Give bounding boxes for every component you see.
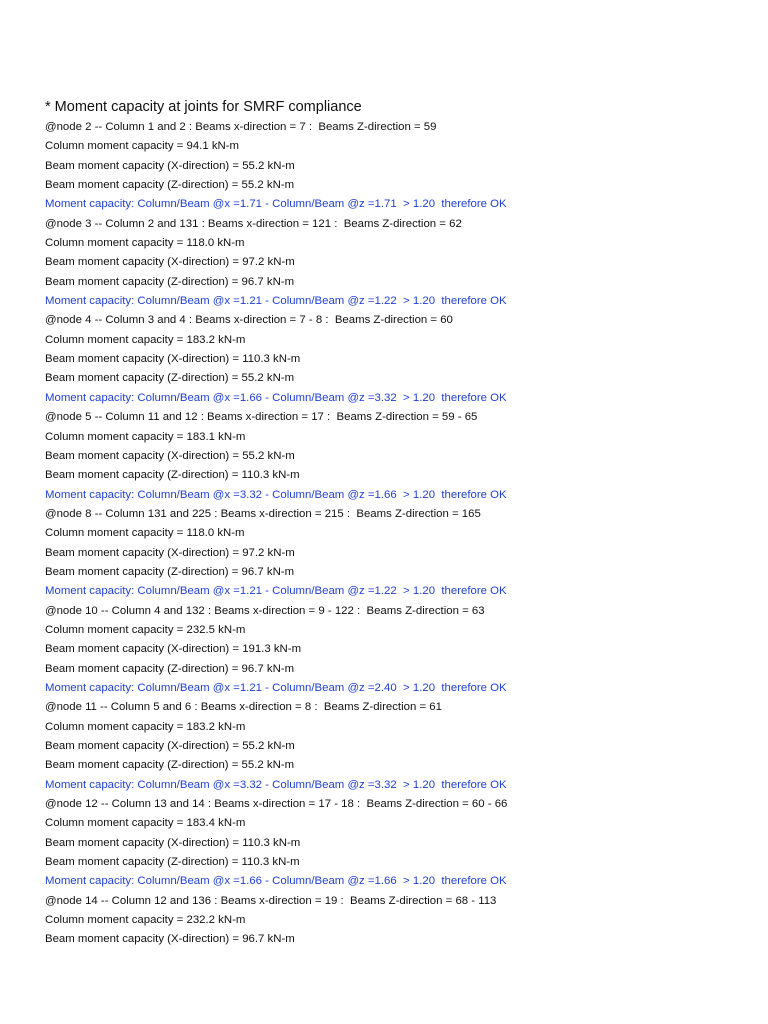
document-text-line: Beam moment capacity (Z-direction) = 55.2 kN-m <box>45 372 295 385</box>
document-text-line: Beam moment capacity (X-direction) = 110.3 kN-m <box>45 353 301 366</box>
document-text-line: Beam moment capacity (Z-direction) = 96.7 kN-m <box>45 275 295 288</box>
document-text-line: Column moment capacity = 183.2 kN-m <box>45 720 246 733</box>
document-text-line: Beam moment capacity (X-direction) = 55.2 kN-m <box>45 159 295 172</box>
capacity-check-result-line: Moment capacity: Column/Beam @x =1.66 - Column/Beam @z =3.32 > 1.20 therefore OK <box>45 391 507 404</box>
document-text-line: Column moment capacity = 183.4 kN-m <box>45 817 246 830</box>
document-text-line: Column moment capacity = 232.2 kN-m <box>45 914 246 927</box>
capacity-lines-list <box>45 118 745 950</box>
document-text-line: Beam moment capacity (X-direction) = 55.2 kN-m <box>45 449 295 462</box>
document-text-line: @node 4 -- Column 3 and 4 : Beams x-direction = 7 - 8 : Beams Z-direction = 60 <box>45 314 453 327</box>
capacity-check-result-line: Moment capacity: Column/Beam @x =1.21 - Column/Beam @z =1.22 > 1.20 therefore OK <box>45 585 507 598</box>
document-text-line: Column moment capacity = 118.0 kN-m <box>45 527 245 540</box>
capacity-check-result-line: Moment capacity: Column/Beam @x =3.32 - Column/Beam @z =1.66 > 1.20 therefore OK <box>45 488 507 501</box>
document-text-line: Beam moment capacity (X-direction) = 96.7 kN-m <box>45 933 295 946</box>
capacity-check-result-line: Moment capacity: Column/Beam @x =1.71 - Column/Beam @z =1.71 > 1.20 therefore OK <box>45 198 507 211</box>
capacity-check-result-line: Moment capacity: Column/Beam @x =1.21 - Column/Beam @z =1.22 > 1.20 therefore OK <box>45 295 507 308</box>
document-text-line: @node 2 -- Column 1 and 2 : Beams x-direction = 7 : Beams Z-direction = 59 <box>45 121 437 133</box>
document-text-line: Column moment capacity = 94.1 kN-m <box>45 140 240 153</box>
document-text-line: Column moment capacity = 183.2 kN-m <box>45 333 246 346</box>
document-text-line: Beam moment capacity (X-direction) = 97.2 kN-m <box>45 546 295 559</box>
document-text-line: Beam moment capacity (Z-direction) = 110.3 kN-m <box>45 856 300 869</box>
document-text-line: @node 12 -- Column 13 and 14 : Beams x-direction = 17 - 18 : Beams Z-direction = 60 - 66 <box>45 798 508 811</box>
document-text-line: @node 14 -- Column 12 and 136 : Beams x-direction = 19 : Beams Z-direction = 68 - 113 <box>45 894 497 907</box>
document-text-line: Beam moment capacity (X-direction) = 55.2 kN-m <box>45 740 295 752</box>
document-text-line: @node 5 -- Column 11 and 12 : Beams x-direction = 17 : Beams Z-direction = 59 - 65 <box>45 411 478 424</box>
document-text-line: @node 11 -- Column 5 and 6 : Beams x-direction = 8 : Beams Z-direction = 61 <box>45 701 442 714</box>
document-text-line: Column moment capacity = 232.5 kN-m <box>45 623 246 636</box>
document-text-line: Beam moment capacity (Z-direction) = 55.2 kN-m <box>45 759 295 772</box>
document-text-line: @node 3 -- Column 2 and 131 : Beams x-direction = 121 : Beams Z-direction = 62 <box>45 217 462 230</box>
document-text-line: Column moment capacity = 183.1 kN-m <box>45 430 246 443</box>
document-text-line: Column moment capacity = 118.0 kN-m <box>45 237 245 250</box>
capacity-check-result-line: Moment capacity: Column/Beam @x =1.21 - Column/Beam @z =2.40 > 1.20 therefore OK <box>45 681 507 694</box>
document-text-line: Beam moment capacity (X-direction) = 97.2 kN-m <box>45 256 295 269</box>
document-page <box>45 96 745 950</box>
document-text-line: @node 8 -- Column 131 and 225 : Beams x-direction = 215 : Beams Z-direction = 165 <box>45 507 481 520</box>
capacity-check-result-line: Moment capacity: Column/Beam @x =1.66 - Column/Beam @z =1.66 > 1.20 therefore OK <box>45 875 507 888</box>
document-text-line: Beam moment capacity (Z-direction) = 96.7 kN-m <box>45 662 295 675</box>
document-text-line: Beam moment capacity (Z-direction) = 55.2 kN-m <box>45 179 295 192</box>
document-text-line: Beam moment capacity (Z-direction) = 110.3 kN-m <box>45 469 300 482</box>
document-text-line: Beam moment capacity (Z-direction) = 96.7 kN-m <box>45 565 295 578</box>
capacity-check-result-line: Moment capacity: Column/Beam @x =3.32 - Column/Beam @z =3.32 > 1.20 therefore OK <box>45 778 507 791</box>
section-heading: * Moment capacity at joints for SMRF compliance <box>45 99 362 115</box>
document-text-line: @node 10 -- Column 4 and 132 : Beams x-direction = 9 - 122 : Beams Z-direction = 63 <box>45 604 485 617</box>
document-text-line: Beam moment capacity (X-direction) = 191.3 kN-m <box>45 643 302 656</box>
document-text-line: Beam moment capacity (X-direction) = 110.3 kN-m <box>45 836 301 849</box>
